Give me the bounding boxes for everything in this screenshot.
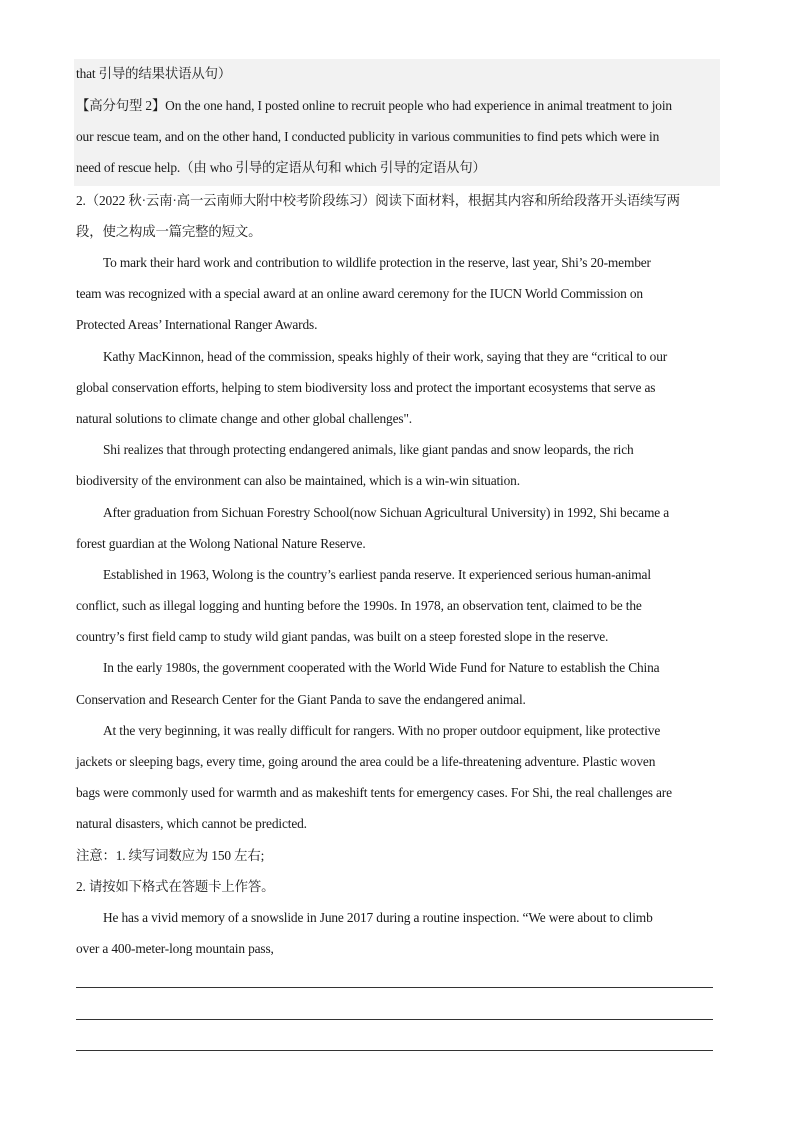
passage-line: bags were commonly used for warmth and as makeshift tents for emergency cases. For Shi, the real challenges are: [76, 785, 672, 800]
passage-line: Established in 1963, Wolong is the country’s earliest panda reserve. It experienced serious human-animal: [103, 567, 651, 582]
question-heading: 2.（2022 秋·云南·高一云南师大附中校考阶段练习）阅读下面材料，根据其内容和所给段落开头语续写两: [76, 193, 680, 208]
passage-line: biodiversity of the environment can also be maintained, which is a win-win situation.: [76, 473, 520, 488]
passage-line: country’s first field camp to study wild giant pandas, was built on a steep forested slope in the reserve.: [76, 629, 609, 644]
passage-line: Shi realizes that through protecting endangered animals, like giant pandas and snow leopards, the rich: [103, 442, 634, 457]
answer-line[interactable]: [76, 1019, 713, 1020]
passage-line: team was recognized with a special award at an online award ceremony for the IUCN World Commission on: [76, 286, 643, 301]
continuation-prompt: over a 400-meter-long mountain pass,: [76, 941, 274, 956]
passage-line: After graduation from Sichuan Forestry School(now Sichuan Agricultural University) in 1992, Shi became a: [103, 505, 670, 520]
passage-line: jackets or sleeping bags, every time, going around the area could be a life-threatening adventure. Plastic woven: [76, 754, 656, 769]
passage-line: natural disasters, which cannot be predicted.: [76, 816, 307, 831]
sentence-pattern-2-line: need of rescue help.（由 who 引导的定语从句和 which 引导的定语从句）: [76, 160, 486, 175]
note-line: 注意：1. 续写词数应为 150 左右;: [76, 848, 265, 863]
passage-line: Conservation and Research Center for the Giant Panda to save the endangered animal.: [76, 692, 526, 707]
passage-line: forest guardian at the Wolong National Nature Reserve.: [76, 536, 366, 551]
sentence-pattern-2-line: 【高分句型 2】On the one hand, I posted online to recruit people who had experience in animal treatment to join: [76, 98, 672, 113]
question-heading: 段，使之构成一篇完整的短文。: [76, 224, 262, 239]
passage-line: Kathy MacKinnon, head of the commission, speaks highly of their work, saying that they are “critical to our: [103, 349, 668, 364]
passage-line: At the very beginning, it was really difficult for rangers. With no proper outdoor equipment, like protective: [103, 723, 661, 738]
answer-line[interactable]: [76, 987, 713, 988]
passage-line: To mark their hard work and contribution to wildlife protection in the reserve, last year, Shi’s 20-member: [103, 255, 651, 270]
note-line: 2. 请按如下格式在答题卡上作答。: [76, 879, 275, 894]
passage-line: In the early 1980s, the government cooperated with the World Wide Fund for Nature to establish the China: [103, 660, 660, 675]
answer-line[interactable]: [76, 1050, 713, 1051]
prior-text-line: that 引导的结果状语从句）: [76, 66, 232, 81]
continuation-prompt: He has a vivid memory of a snowslide in June 2017 during a routine inspection. “We were about to climb: [103, 910, 653, 925]
passage-line: global conservation efforts, helping to stem biodiversity loss and protect the important ecosystems that serve as: [76, 380, 656, 395]
passage-line: Protected Areas’ International Ranger Awards.: [76, 317, 318, 332]
passage-line: conflict, such as illegal logging and hunting before the 1990s. In 1978, an observation tent, claimed to be the: [76, 598, 642, 613]
sentence-pattern-2-line: our rescue team, and on the other hand, I conducted publicity in various communities to find pets which were in: [76, 129, 660, 144]
passage-line: natural solutions to climate change and other global challenges".: [76, 411, 412, 426]
